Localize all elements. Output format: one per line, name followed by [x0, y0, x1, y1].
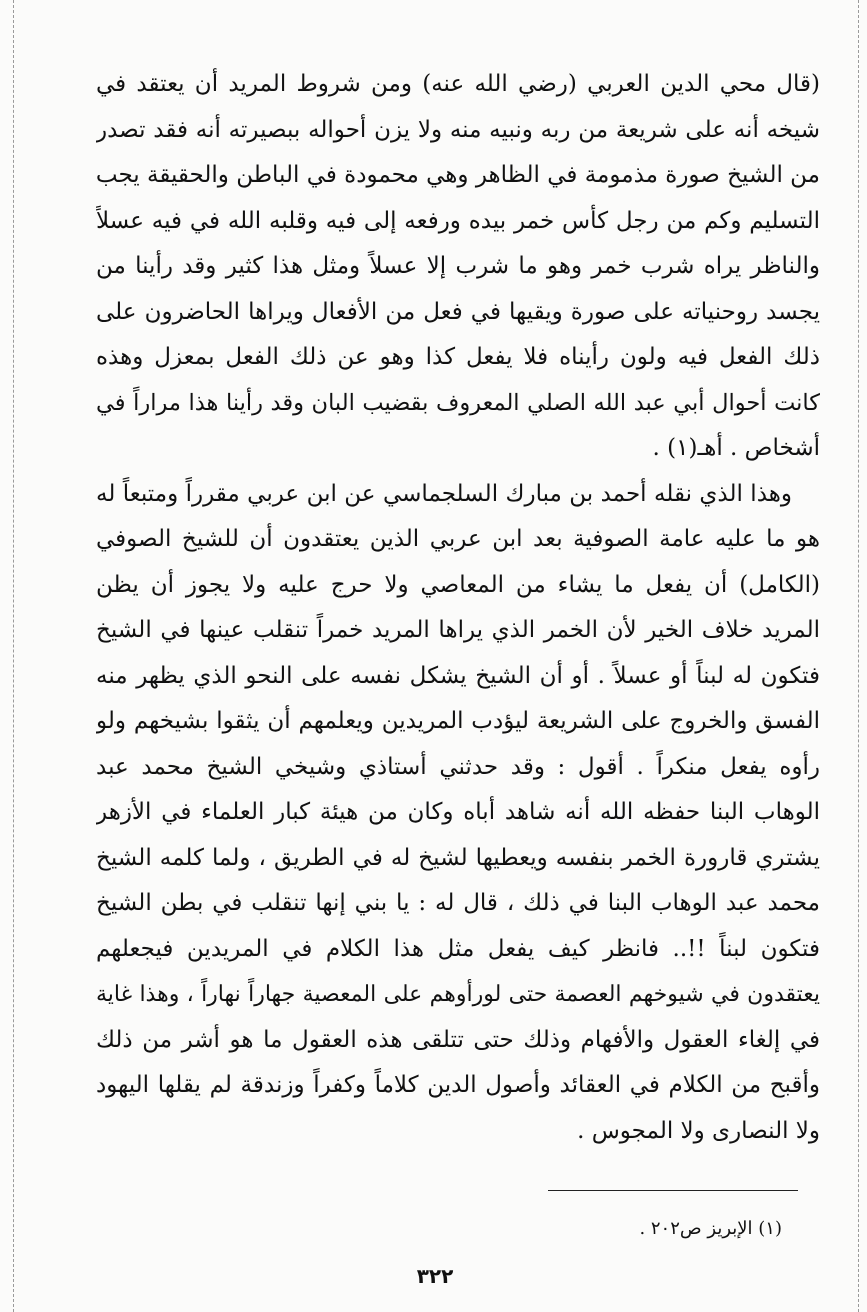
text-line: ولا النصارى ولا المجوس .	[577, 1117, 820, 1144]
text-line: شيخه أنه على شريعة من ربه ونبيه منه ولا يزن أحواله ببصيرته أنه فقد تصدر	[96, 116, 820, 143]
text-line: رأوه يفعل منكراً . أقول : وقد حدثني أستاذي وشيخي الشيخ محمد عبد	[96, 753, 820, 780]
text-line: التسليم وكم من رجل كأس خمر بيده ورفعه إلى فيه وقلبه الله في فيه عسلاً	[96, 207, 820, 234]
body-text	[96, 62, 820, 1154]
text-line: محمد عبد الوهاب البنا في ذلك ، قال له : يا بني إنها تنقلب في بطن الشيخ	[96, 890, 820, 916]
text-line: يشتري قارورة الخمر بنفسه ويعطيها لشيخ له في الطريق ، ولما كلمه الشيخ	[96, 844, 820, 871]
text-line: الفسق والخروج على الشريعة ليؤدب المريدين ويعلمهم أن يثقوا بشيخهم ولو	[96, 708, 820, 734]
text-line: وهذا الذي نقله أحمد بن مبارك السلجماسي عن ابن عربي مقرراً ومتبعاً له	[96, 480, 792, 507]
text-line: والناظر يراه شرب خمر وهو ما شرب إلا عسلاً ومثل هذا كثير وقد رأينا من	[96, 253, 820, 279]
text-line: كانت أحوال أبي عبد الله الصلي المعروف بقضيب البان وقد رأينا هذا مراراً في	[96, 389, 820, 416]
text-line: أشخاص . أهـ(١) .	[652, 435, 820, 461]
paragraph-1	[96, 62, 820, 472]
text-line: فتكون لبناً !!.. فانظر كيف يفعل مثل هذا الكلام في المريدين فيجعلهم	[96, 935, 820, 962]
text-line: يعتقدون في شيوخهم العصمة حتى لورأوهم على المعصية جهاراً نهاراً ، وهذا غاية	[96, 982, 820, 1007]
text-line: (الكامل) أن يفعل ما يشاء من المعاصي ولا حرج عليه ولا يجوز أن يظن	[96, 571, 820, 598]
text-line: هو ما عليه عامة الصوفية بعد ابن عربي الذين يعتقدون أن للشيخ الصوفي	[96, 526, 820, 552]
footnote-separator	[548, 1190, 798, 1191]
text-line: ذلك الفعل فيه ولون رأيناه فلا يفعل كذا وهو عن ذلك الفعل بمعزل وهذه	[96, 344, 820, 370]
footnote: (١) الإبريز ص٢٠٢ .	[639, 1218, 782, 1239]
text-line: المريد خلاف الخير لأن الخمر الذي يراها المريد خمراً تنقلب عينها في الشيخ	[96, 617, 820, 643]
left-margin-line	[13, 0, 14, 1312]
text-line: (قال محي الدين العربي (رضي الله عنه) ومن شروط المريد أن يعتقد في	[96, 71, 820, 97]
text-line: وأقبح من الكلام في العقائد وأصول الدين كلاماً وكفراً وزندقة لم يقلها اليهود	[96, 1072, 820, 1098]
text-line: من الشيخ صورة مذمومة في الظاهر وهي محمودة في الباطن والحقيقة يجب	[96, 162, 820, 188]
paragraph-2	[96, 472, 820, 1155]
text-line: الوهاب البنا حفظه الله أنه شاهد أباه وكان من هيئة كبار العلماء في الأزهر	[96, 799, 820, 825]
right-margin-line	[858, 0, 859, 1312]
text-line: فتكون له لبناً أو عسلاً . أو أن الشيخ يشكل نفسه على النحو الذي يظهر منه	[96, 662, 820, 689]
text-line: في إلغاء العقول والأفهام وذلك حتى تتلقى هذه العقول ما هو أشر من ذلك	[96, 1026, 820, 1053]
text-line: يجسد روحنياته على صورة ويقيها في فعل من الأفعال ويراها الحاضرون على	[96, 298, 820, 325]
page-number: ٣٢٢	[416, 1264, 454, 1288]
